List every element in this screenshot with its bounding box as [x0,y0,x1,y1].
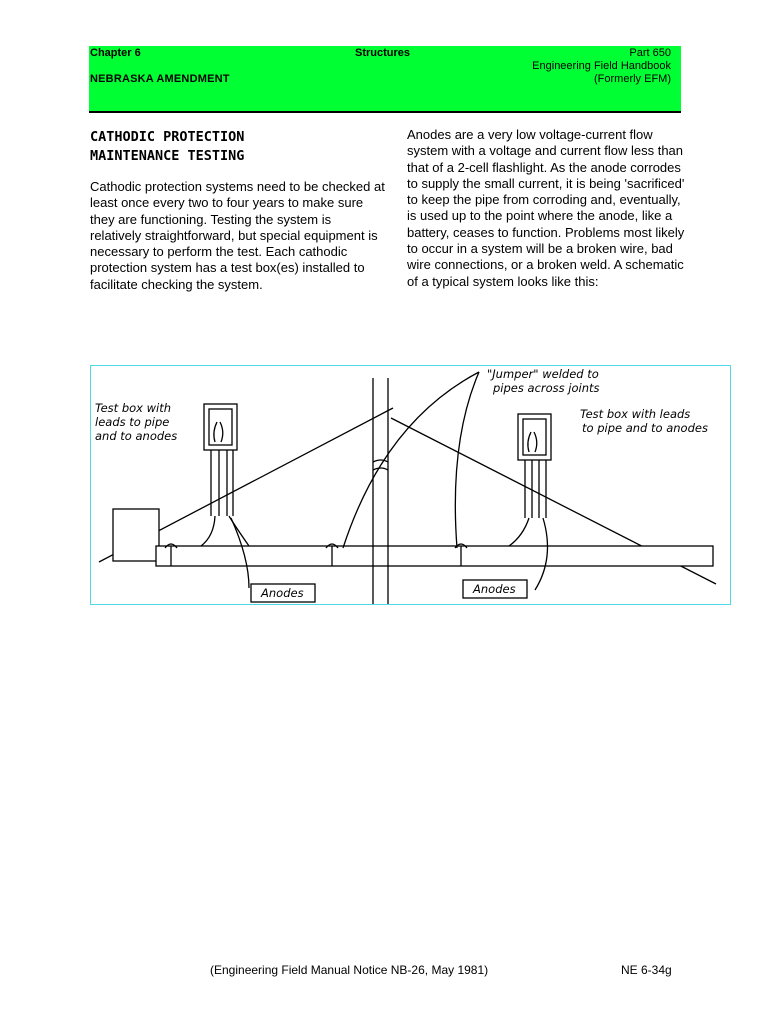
jumper-leader-1 [343,372,479,548]
label-anodes-left: Anodes [261,586,304,600]
schematic-drawing [91,366,732,606]
label-testbox-left-2: leads to pipe [95,415,170,429]
part-label: Part 650 [629,47,671,59]
ground-box [113,509,159,561]
label-anodes-right: Anodes [473,582,516,596]
test-box-left-wires [201,516,249,546]
page-header [89,46,681,113]
handbook-info [532,47,671,86]
pipe [156,546,713,566]
left-paragraph: Cathodic protection systems need to be checked at least once every two to four years to make sure they are functioning. Testing the system is relatively straightforward, but special equipment is necessary to perform the test. Each cathodic protection system has a test box(es) installed to facilitate checking the system. [90,179,385,292]
right-paragraph: Anodes are a very low voltage-current flow system with a voltage and current flow less than that of a 2-cell flashlight. As the anode corrodes to supply the small current, it is being 'sacrificed' to keep the pipe from corroding and, eventually, is used up to the point where the anode, like a battery, ceases to function. Problems most likely to occur in a system will be a broken wire, bad wire connections, or a broken weld. A schematic of a typical system looks like this: [407,127,685,289]
label-testbox-left-3: and to anodes [95,429,178,443]
handbook-label: Engineering Field Handbook [532,60,671,72]
test-box-right-wires [509,518,529,546]
formerly-label: (Formerly EFM) [594,73,671,85]
chapter-label: Chapter 6 [90,47,141,59]
page-number: NE 6-34g [621,963,672,977]
section-label: Structures [355,47,411,59]
cathodic-protection-schematic [90,365,731,605]
title-line-2: MAINTENANCE TESTING [90,148,245,164]
label-jumper-1: "Jumper" welded to [487,367,599,381]
title-line-1: CATHODIC PROTECTION [90,129,245,145]
jumper-leader-2 [455,372,479,548]
section-title [90,128,380,166]
footer-notice: (Engineering Field Manual Notice NB-26, May 1981) [210,963,489,977]
label-testbox-right-2: to pipe and to anodes [582,421,708,435]
label-jumper-2: pipes across joints [493,381,600,395]
label-testbox-left-1: Test box with [95,401,172,415]
label-testbox-right-1: Test box with leads [580,407,691,421]
amendment-label: NEBRASKA AMENDMENT [90,73,230,85]
